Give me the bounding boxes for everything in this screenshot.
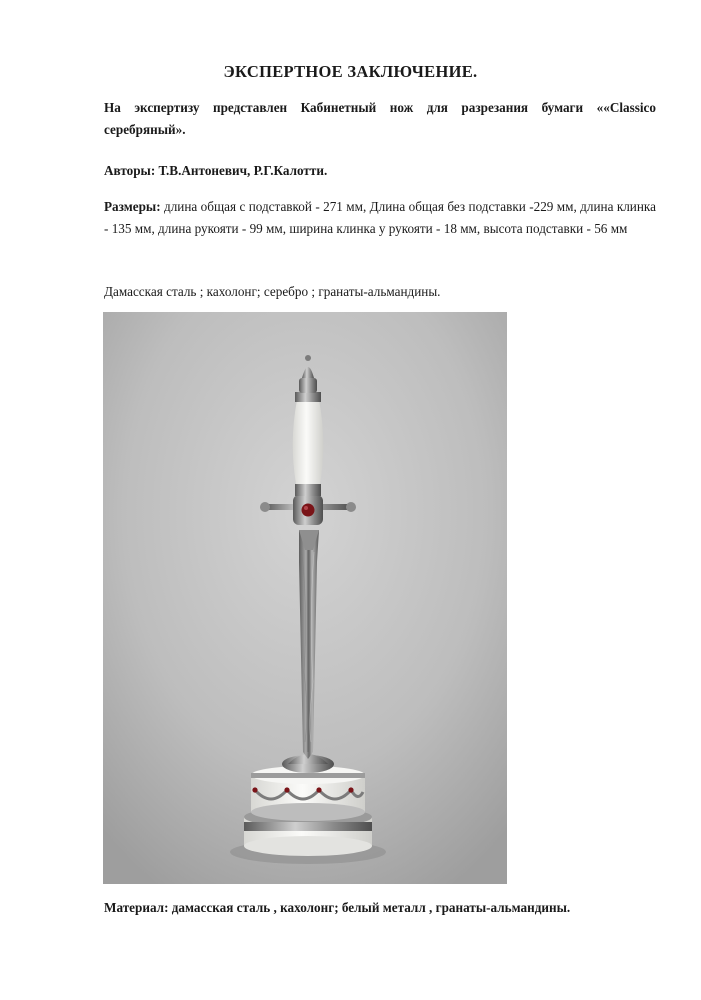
knife-photo — [103, 312, 507, 884]
dimensions-label: Размеры: — [104, 199, 161, 214]
material-caption: Материал: дамасская сталь , кахолонг; белый металл , гранаты-альмандины. — [104, 900, 571, 915]
authors-line: Авторы: Т.В.Антоневич, Р.Г.Калотти. — [104, 163, 328, 178]
subject-paragraph: На экспертизу представлен Кабинетный нож для разрезания бумаги ««Classico серебряный». — [104, 100, 656, 137]
dimensions-paragraph — [104, 196, 656, 240]
dimensions-text: длина общая с подставкой - 271 мм, Длина общая без подставки -229 мм, длина клинка - 135 мм, длина рукояти - 99 мм, ширина клинка у рукояти - 18 мм, высота подставки - 56 мм — [104, 199, 656, 236]
materials-line: Дамасская сталь ; кахолонг; серебро ; гранаты-альмандины. — [104, 284, 441, 299]
document-title: ЭКСПЕРТНОЕ ЗАКЛЮЧЕНИЕ. — [223, 62, 478, 81]
